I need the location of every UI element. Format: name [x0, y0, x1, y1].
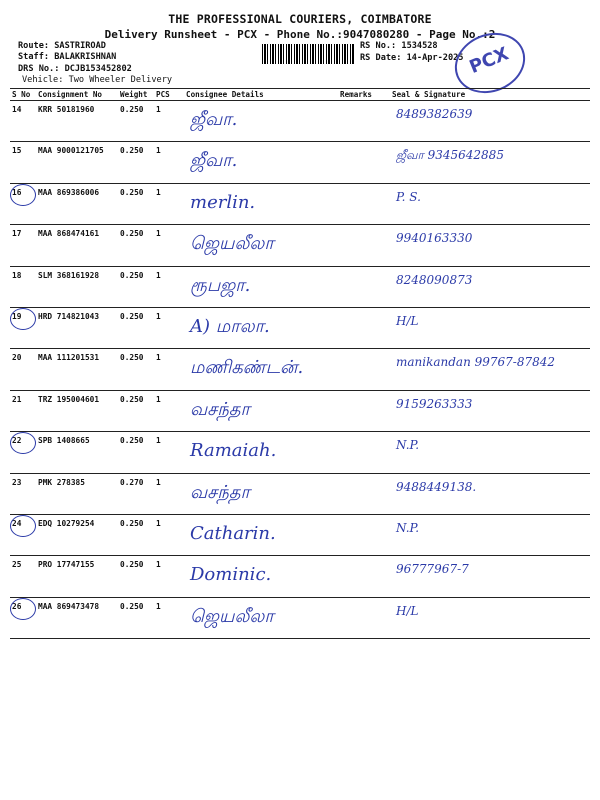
row-consignment-no: MAA 868474161: [36, 225, 118, 266]
runsheet-title: Delivery Runsheet - PCX - Phone No.:9047080280 - Page No.:2: [104, 28, 496, 41]
row-consignment-no: MAA 869386006: [36, 183, 118, 224]
row-pcs: 1: [154, 349, 184, 390]
row-signature: [390, 597, 590, 638]
row-weight: 0.250: [118, 307, 154, 348]
row-signature: [390, 266, 590, 307]
row-pcs: 1: [154, 390, 184, 431]
circle-mark: [10, 515, 36, 537]
col-remarks: Remarks: [338, 89, 390, 101]
row-pcs: 1: [154, 266, 184, 307]
row-consignee: [184, 473, 338, 514]
row-consignment-no: PRO 17747155: [36, 556, 118, 597]
consignee-handwriting: ரூபஜா.: [190, 274, 251, 296]
row-consignee: [184, 101, 338, 142]
signature-handwriting: manikandan 99767-87842: [396, 355, 556, 370]
row-remarks: [338, 514, 390, 555]
row-remarks: [338, 266, 390, 307]
row-consignment-no: SPB 1408665: [36, 432, 118, 473]
signature-handwriting: 9488449138.: [396, 479, 477, 494]
row-sno: 22: [10, 432, 36, 473]
table-row: [10, 183, 590, 224]
row-pcs: 1: [154, 101, 184, 142]
row-consignment-no: MAA 869473478: [36, 597, 118, 638]
row-signature: [390, 142, 590, 183]
runsheet-table: [10, 88, 590, 639]
col-pcs: PCS: [154, 89, 184, 101]
row-consignment-no: PMK 278385: [36, 473, 118, 514]
row-sno: 16: [10, 183, 36, 224]
row-weight: 0.250: [118, 349, 154, 390]
table-row: [10, 349, 590, 390]
consignee-handwriting: ஜெயலீலா: [190, 233, 274, 255]
row-sno: 17: [10, 225, 36, 266]
row-remarks: [338, 349, 390, 390]
route-label: Route: SASTRIROAD: [18, 41, 106, 51]
row-signature: [390, 473, 590, 514]
signature-handwriting: ஜீவா 9345642885: [396, 148, 504, 163]
circle-mark: [10, 432, 36, 454]
consignee-handwriting: ஜீவா.: [190, 150, 238, 172]
table-row: [10, 514, 590, 555]
row-sno: 24: [10, 514, 36, 555]
row-sno: 15: [10, 142, 36, 183]
row-consignee: [184, 432, 338, 473]
consignee-handwriting: Dominic.: [190, 564, 272, 586]
table-header-row: [10, 89, 590, 101]
row-pcs: 1: [154, 514, 184, 555]
signature-handwriting: N.P.: [396, 438, 420, 453]
signature-handwriting: 96777967-7: [396, 562, 469, 577]
row-pcs: 1: [154, 473, 184, 514]
table-row: [10, 225, 590, 266]
circle-mark: [10, 598, 36, 620]
signature-handwriting: N.P.: [396, 520, 420, 535]
col-consignment: Consignment No: [36, 89, 118, 101]
row-signature: [390, 225, 590, 266]
circle-mark: [10, 308, 36, 330]
row-weight: 0.250: [118, 266, 154, 307]
staff-label: Staff: BALAKRISHNAN: [18, 52, 117, 62]
consignee-handwriting: வசந்தா: [190, 398, 250, 420]
row-pcs: 1: [154, 597, 184, 638]
col-weight: Weight: [118, 89, 154, 101]
consignee-handwriting: Catharin.: [190, 522, 276, 544]
row-sno: 23: [10, 473, 36, 514]
signature-handwriting: 9940163330: [396, 231, 473, 246]
row-consignee: [184, 142, 338, 183]
row-signature: [390, 556, 590, 597]
table-row: [10, 142, 590, 183]
row-consignee: [184, 556, 338, 597]
row-sno: 21: [10, 390, 36, 431]
row-sno: 18: [10, 266, 36, 307]
row-sno: 26: [10, 597, 36, 638]
row-consignee: [184, 183, 338, 224]
row-weight: 0.250: [118, 514, 154, 555]
row-sno: 14: [10, 101, 36, 142]
row-consignment-no: EDQ 10279254: [36, 514, 118, 555]
row-weight: 0.250: [118, 101, 154, 142]
row-consignment-no: SLM 368161928: [36, 266, 118, 307]
row-pcs: 1: [154, 142, 184, 183]
row-weight: 0.270: [118, 473, 154, 514]
vehicle-label: Vehicle: Two Wheeler Delivery: [22, 75, 173, 85]
row-remarks: [338, 101, 390, 142]
row-consignee: [184, 307, 338, 348]
drs-number: DRS No.: DCJB153452802: [18, 64, 132, 74]
rs-date: RS Date: 14-Apr-2025: [360, 53, 464, 63]
row-remarks: [338, 556, 390, 597]
row-remarks: [338, 225, 390, 266]
row-consignment-no: KRR 50181960: [36, 101, 118, 142]
table-row: [10, 266, 590, 307]
row-pcs: 1: [154, 556, 184, 597]
signature-handwriting: 9159263333: [396, 396, 473, 411]
row-consignment-no: MAA 9000121705: [36, 142, 118, 183]
col-sno: S No: [10, 89, 36, 101]
row-consignment-no: HRD 714821043: [36, 307, 118, 348]
signature-handwriting: 8489382639: [396, 107, 473, 121]
signature-handwriting: P. S.: [396, 189, 421, 204]
row-consignee: [184, 225, 338, 266]
row-remarks: [338, 390, 390, 431]
consignee-handwriting: மணிகண்டன்.: [190, 357, 304, 379]
consignee-handwriting: ஜீவா.: [190, 109, 238, 130]
col-signature: Seal & Signature: [390, 89, 590, 101]
consignee-handwriting: merlin.: [190, 191, 256, 213]
row-signature: [390, 432, 590, 473]
col-consignee: Consignee Details: [184, 89, 338, 101]
row-signature: [390, 349, 590, 390]
row-consignee: [184, 390, 338, 431]
row-weight: 0.250: [118, 225, 154, 266]
row-remarks: [338, 142, 390, 183]
row-consignment-no: MAA 111201531: [36, 349, 118, 390]
row-weight: 0.250: [118, 142, 154, 183]
consignee-handwriting: A) மாலா.: [190, 315, 270, 337]
barcode: [262, 44, 354, 64]
row-remarks: [338, 473, 390, 514]
row-consignee: [184, 597, 338, 638]
row-weight: 0.250: [118, 556, 154, 597]
signature-handwriting: 8248090873: [396, 272, 473, 287]
consignee-handwriting: ஜெயலீலா: [190, 605, 274, 627]
consignee-handwriting: வசந்தா: [190, 481, 250, 503]
row-pcs: 1: [154, 183, 184, 224]
signature-handwriting: H/L: [396, 603, 419, 618]
table-row: [10, 597, 590, 638]
row-remarks: [338, 183, 390, 224]
row-pcs: 1: [154, 432, 184, 473]
row-pcs: 1: [154, 307, 184, 348]
company-title: THE PROFESSIONAL COURIERS, COIMBATORE: [168, 12, 432, 26]
row-signature: [390, 307, 590, 348]
row-consignment-no: TRZ 195004601: [36, 390, 118, 431]
table-row: [10, 390, 590, 431]
row-consignee: [184, 514, 338, 555]
table-row: [10, 556, 590, 597]
row-consignee: [184, 349, 338, 390]
table-row: [10, 307, 590, 348]
row-weight: 0.250: [118, 390, 154, 431]
row-weight: 0.250: [118, 432, 154, 473]
rs-number: RS No.: 1534528: [360, 41, 438, 51]
row-remarks: [338, 307, 390, 348]
row-remarks: [338, 597, 390, 638]
circle-mark: [10, 184, 36, 206]
row-signature: [390, 514, 590, 555]
signature-handwriting: H/L: [396, 313, 419, 328]
row-sno: 25: [10, 556, 36, 597]
row-pcs: 1: [154, 225, 184, 266]
table-row: [10, 473, 590, 514]
table-row: [10, 101, 590, 142]
row-signature: [390, 183, 590, 224]
row-remarks: [338, 432, 390, 473]
table-row: [10, 432, 590, 473]
row-sno: 19: [10, 307, 36, 348]
row-signature: [390, 390, 590, 431]
stamp-text: PCX: [466, 43, 512, 78]
row-consignee: [184, 266, 338, 307]
row-weight: 0.250: [118, 597, 154, 638]
row-weight: 0.250: [118, 183, 154, 224]
row-signature: [390, 101, 590, 142]
row-sno: 20: [10, 349, 36, 390]
consignee-handwriting: Ramaiah.: [190, 440, 277, 462]
